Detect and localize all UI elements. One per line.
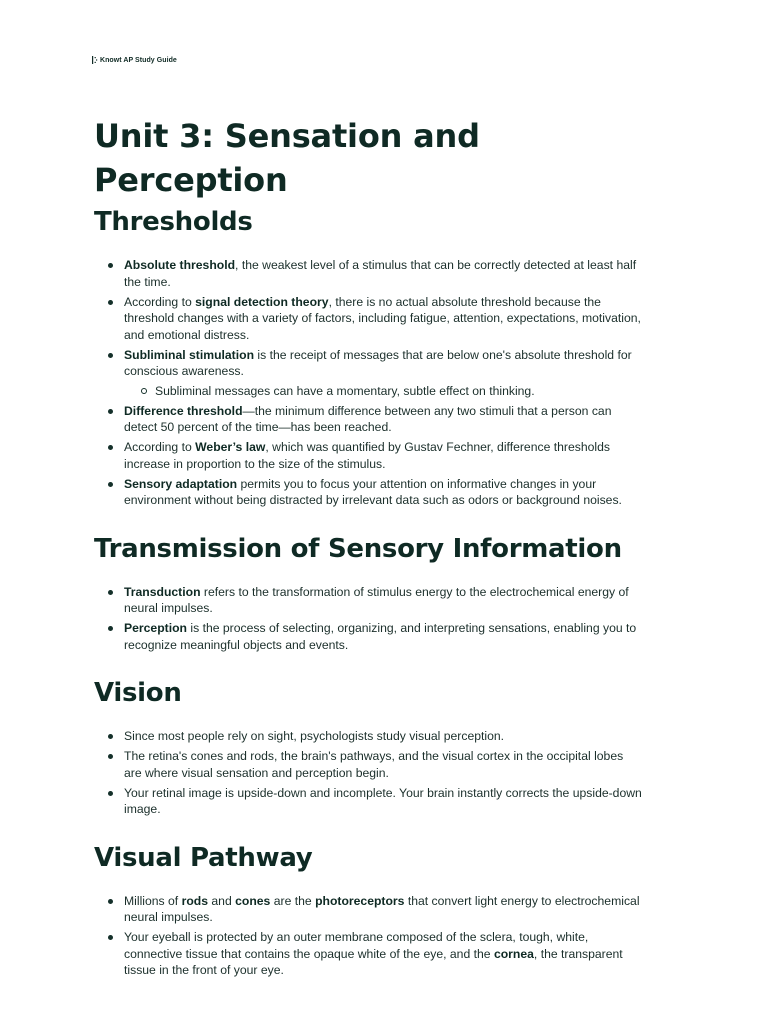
vision-list [94,728,654,818]
item-text: Millions of [124,893,182,908]
item-text: is the receipt of messages that are below one's absolute threshold for conscious awareness. [124,347,632,378]
list-item [94,929,644,979]
item-text: are the [270,893,316,908]
item-text: Your eyeball is protected by an outer membrane composed of the sclera, tough, white, connective tissue that contains the opaque white of the eye, and the [124,930,589,961]
item-text: that convert light energy to electrochemical neural impulses. [124,893,640,924]
term: cones [235,893,271,908]
term: cornea [493,946,534,961]
item-text: and [208,893,236,908]
section-heading-thresholds: Thresholds [94,207,253,237]
section-heading-visual-pathway: Visual Pathway [94,842,313,873]
thresholds-list [94,257,654,509]
term: Absolute threshold [124,258,236,272]
knowt-logo-icon [92,56,98,64]
brand-label: Knowt AP Study Guide [100,56,177,64]
page-title: Unit 3: Sensation and Perception [94,117,480,199]
term: Sensory adaptation [124,476,238,491]
list-item: The retina's cones and rods, the brain's pathways, and the visual cortex in the occipital lobes are where visual sensation and perception begin. [94,748,644,781]
sub-list [124,383,644,400]
list-item [94,584,644,617]
item-text: is the process of selecting, organizing, and interpreting sensations, enabling you to recognize meaningful objects and events. [124,621,637,652]
term: photoreceptors [315,893,405,908]
item-text: refers to the transformation of stimulus energy to the electrochemical energy of neural impulses. [124,584,629,615]
list-item: Since most people rely on sight, psychologists study visual perception. [94,728,644,745]
term: Weber’s law [195,440,266,454]
item-text: According to [124,440,196,454]
brand-header [92,56,177,64]
item-text: permits you to focus your attention on informative changes in your environment without being distracted by irrelevant data such as odors or background noises. [124,476,622,507]
list-item [94,257,644,290]
visual-pathway-list [94,893,654,979]
list-item [94,347,644,400]
list-item [94,403,644,436]
term: signal detection theory [195,294,329,309]
list-item [94,620,644,653]
section-heading-vision: Vision [94,678,182,708]
term: Difference threshold [124,403,243,418]
term: rods [181,893,208,908]
main-content [94,114,654,1001]
sub-list-item: Subliminal messages can have a momentary, subtle effect on thinking. [124,383,644,400]
list-item [94,439,644,472]
list-item [94,893,644,926]
term: Perception [124,621,187,635]
item-text: , there is no actual absolute threshold because the threshold changes with a variety of factors, including fatigue, attention, expectations, motivation, and emotional distress. [124,294,641,342]
section-heading-transmission: Transmission of Sensory Information [94,533,622,564]
term: Transduction [124,584,201,599]
list-item [94,294,644,344]
list-item: Your retinal image is upside-down and incomplete. Your brain instantly corrects the upside-down image. [94,785,644,818]
item-text: , which was quantified by Gustav Fechner, difference thresholds increase in proportion to the size of the stimulus. [124,440,610,471]
transmission-list [94,584,654,654]
term: Subliminal stimulation [124,347,255,362]
item-text: —the minimum difference between any two stimuli that a person can detect 50 percent of the time—has been reached. [124,403,612,434]
list-item [94,476,644,509]
item-text: , the weakest level of a stimulus that can be correctly detected at least half the time. [124,258,637,289]
item-text: According to [124,294,196,309]
item-text: , the transparent tissue in the front of your eye. [124,946,623,977]
